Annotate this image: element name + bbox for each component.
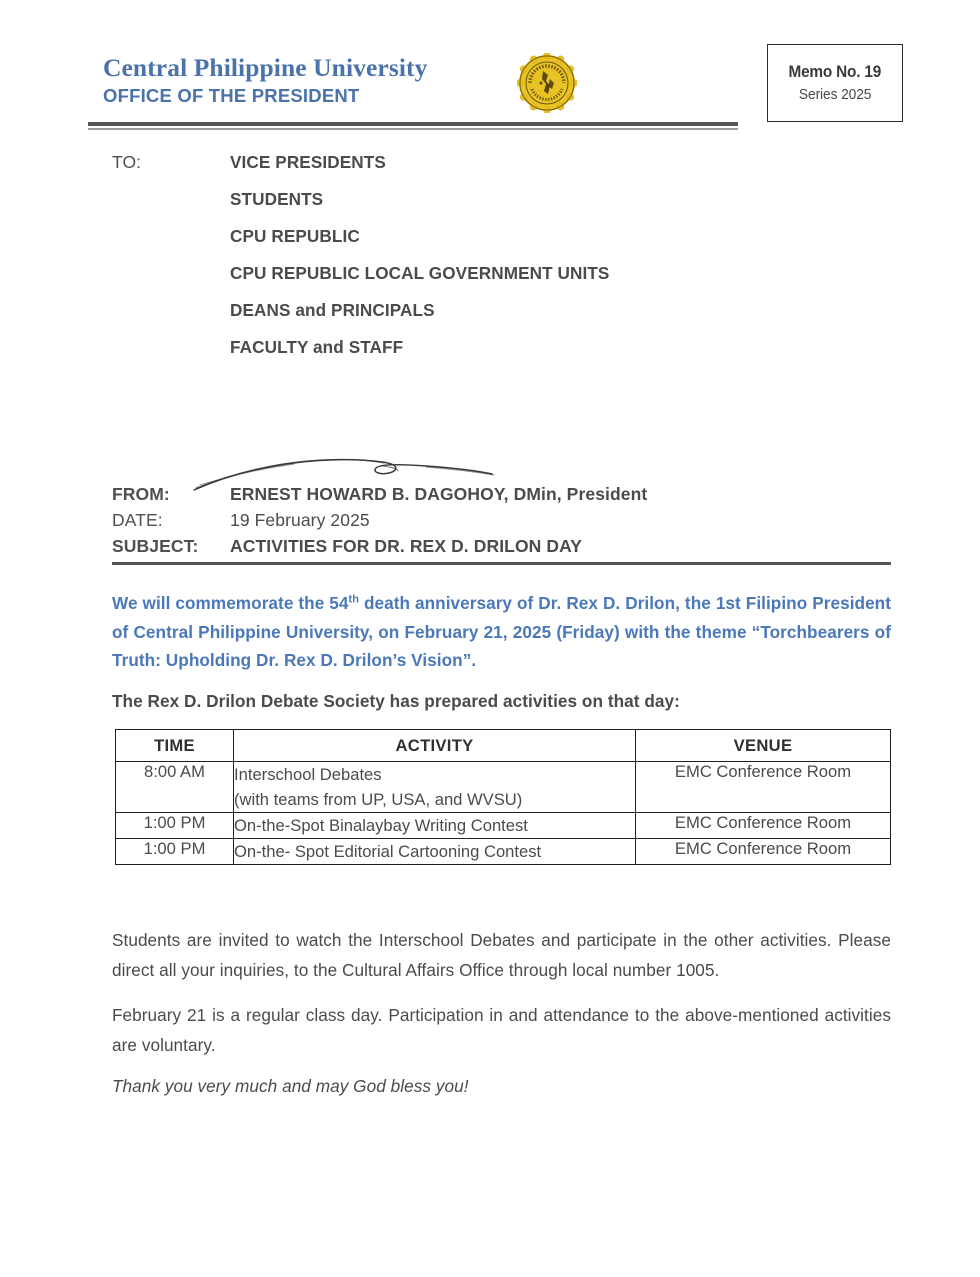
paragraph-student-invitation: Students are invited to watch the Interschool Debates and participate in the other activities. Please direct all your inquiries, to the Cultural Affairs Office through local number 1005. [112, 930, 891, 980]
subject-value: ACTIVITIES FOR DR. REX D. DRILON DAY [230, 536, 583, 556]
from-row [112, 484, 912, 510]
ordinal-superscript: th [348, 593, 359, 606]
recipient-row [112, 226, 912, 263]
activity-line-primary: On-the-Spot Binalaybay Writing Contest [234, 816, 528, 835]
recipient-item: CPU REPUBLIC [230, 226, 360, 246]
cell-activity [234, 813, 636, 839]
from-label: FROM: [112, 484, 170, 504]
university-name: Central Philippine University [103, 53, 428, 82]
paragraph-class-day-notice: February 21 is a regular class day. Participation in and attendance to the above-mentioned activities are voluntary. [112, 1005, 891, 1055]
cell-time: 1:00 PM [116, 813, 234, 839]
meta-divider [112, 562, 891, 565]
schedule-table [115, 729, 891, 865]
cell-venue: EMC Conference Room [636, 762, 891, 813]
table-row [116, 839, 891, 865]
recipients-block [112, 152, 912, 374]
table-row [116, 762, 891, 813]
table-row [116, 813, 891, 839]
memo-number-box [767, 44, 903, 122]
header-divider-thin [88, 128, 738, 130]
memo-number: Memo No. 19 [788, 63, 882, 81]
activity-line-secondary: (with teams from UP, USA, and WVSU) [234, 790, 523, 809]
subject-row [112, 536, 912, 562]
lead-text-part2: death anniversary of Dr. Rex D. Drilon, the 1st Filipino President of Central Philippine University, on February 21, 2025 (Friday) with the theme “Torchbearers of Truth: Upholding Dr. Rex D. Drilon’s Vision”. [112, 593, 891, 670]
recipient-item: CPU REPUBLIC LOCAL GOVERNMENT UNITS [230, 263, 610, 283]
recipient-item: FACULTY and STAFF [230, 337, 404, 357]
date-value: 19 February 2025 [230, 510, 370, 530]
recipient-row [112, 263, 912, 300]
column-header-venue: VENUE [636, 730, 891, 762]
from-value: ERNEST HOWARD B. DAGOHOY, DMin, President [230, 484, 648, 504]
cell-venue: EMC Conference Room [636, 839, 891, 865]
recipient-item: DEANS and PRINCIPALS [230, 300, 435, 320]
cell-venue: EMC Conference Room [636, 813, 891, 839]
date-row [112, 510, 912, 536]
document-masthead [0, 0, 980, 140]
lead-paragraph [112, 589, 891, 675]
cell-activity [234, 839, 636, 865]
cpu-seal-icon [517, 53, 577, 113]
cell-time: 1:00 PM [116, 839, 234, 865]
cell-time: 8:00 AM [116, 762, 234, 813]
recipient-row [112, 300, 912, 337]
paragraph-closing-thanks: Thank you very much and may God bless you! [112, 1076, 469, 1096]
recipient-row [112, 337, 912, 374]
activity-line-primary: On-the- Spot Editorial Cartooning Contest [234, 842, 542, 861]
memo-meta-block [112, 484, 912, 562]
column-header-activity: ACTIVITY [234, 730, 636, 762]
office-name: OFFICE OF THE PRESIDENT [103, 84, 360, 106]
recipient-item: VICE PRESIDENTS [230, 152, 386, 172]
date-label: DATE: [112, 510, 163, 530]
table-header-row [116, 730, 891, 762]
memo-series: Series 2025 [798, 87, 872, 103]
recipient-item: STUDENTS [230, 189, 324, 209]
activity-line-primary: Interschool Debates [234, 765, 382, 784]
to-label: TO: [112, 152, 142, 172]
intro-line: The Rex D. Drilon Debate Society has prepared activities on that day: [112, 691, 680, 711]
lead-text-part1: We will commemorate the 54 [112, 593, 349, 613]
column-header-time: TIME [116, 730, 234, 762]
recipient-row [112, 189, 912, 226]
subject-label: SUBJECT: [112, 536, 199, 556]
cell-activity [234, 762, 636, 813]
brand-block [103, 55, 428, 107]
header-divider-thick [88, 122, 738, 126]
recipient-row [112, 152, 912, 189]
